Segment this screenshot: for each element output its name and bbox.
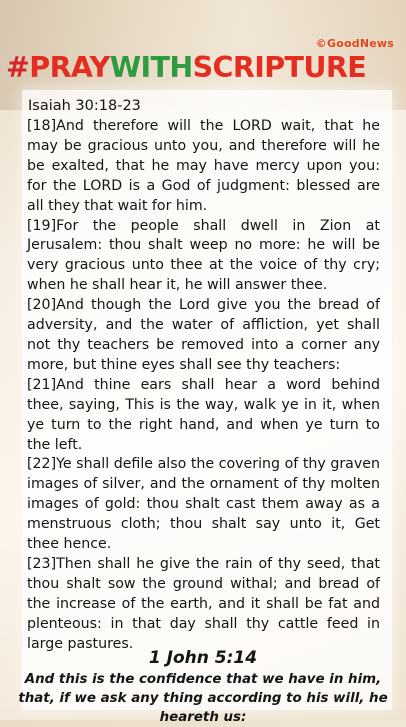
verse-23: [27, 555, 380, 655]
hashtag-word-scripture: SCRIPTURE: [192, 51, 367, 84]
verse-list: [27, 117, 380, 654]
verse-22: [27, 455, 380, 555]
hashtag-word-pray: PRAY: [29, 51, 110, 84]
verse-number: [23]: [27, 555, 57, 572]
verse-text: And though the Lord give you the bread of adversity, and the water of affliction, yet shall not thy teachers be removed into a corner any more, but thine eyes shall see thy teachers:: [27, 297, 380, 373]
verse-18: [27, 117, 380, 217]
verse-text: For the people shall dwell in Zion at Jerusalem: thou shalt weep no more: he will be very gracious unto thee at the voice of thy cry; when he shall hear it, he will answer thee.: [27, 217, 380, 294]
verse-number: [20]: [27, 297, 57, 314]
verse-20: [27, 296, 380, 376]
verse-text: Then shall he give the rain of thy seed, that thou shalt sow the ground withal; and bread of the increase of the earth, and it shall be fat and plenteous: in that day shall thy cattle feed in large pastures.: [27, 555, 380, 652]
verse-text: And thine ears shall hear a word behind thee, saying, This is the way, walk ye in it, when ye turn to the right hand, and when ye turn to the left.: [27, 376, 380, 453]
verse-19: [27, 217, 380, 297]
verse-number: [22]: [27, 456, 57, 473]
verse-text: Ye shall defile also the covering of thy graven images of silver, and the ornament of thy molten images of gold: thou shalt cast them away as a menstruous cloth; thou shalt say unto it, Get thee hence.: [27, 456, 380, 553]
hashtag-symbol: #: [6, 51, 30, 84]
passage-reference: Isaiah 30:18-23: [28, 98, 141, 114]
verse-number: [18]: [27, 118, 57, 134]
verse-text: And therefore will the LORD wait, that he may be gracious unto you, and therefore will he be exalted, that he may have mercy upon you: for the LORD is a God of judgment: blessed are all they that wait for him.: [27, 118, 380, 214]
verse-number: [19]: [27, 217, 57, 234]
verse-21: [27, 376, 380, 456]
verse-number: [21]: [27, 376, 57, 393]
second-passage-reference: 1 John 5:14: [148, 648, 258, 668]
hashtag-banner: [6, 50, 406, 86]
hashtag-word-with: WITH: [109, 51, 193, 84]
second-passage-text: And this is the confidence that we have in him, that, if we ask any thing according to his will, he heareth us:: [18, 672, 388, 725]
copyright-label: ©GoodNews: [315, 37, 394, 50]
